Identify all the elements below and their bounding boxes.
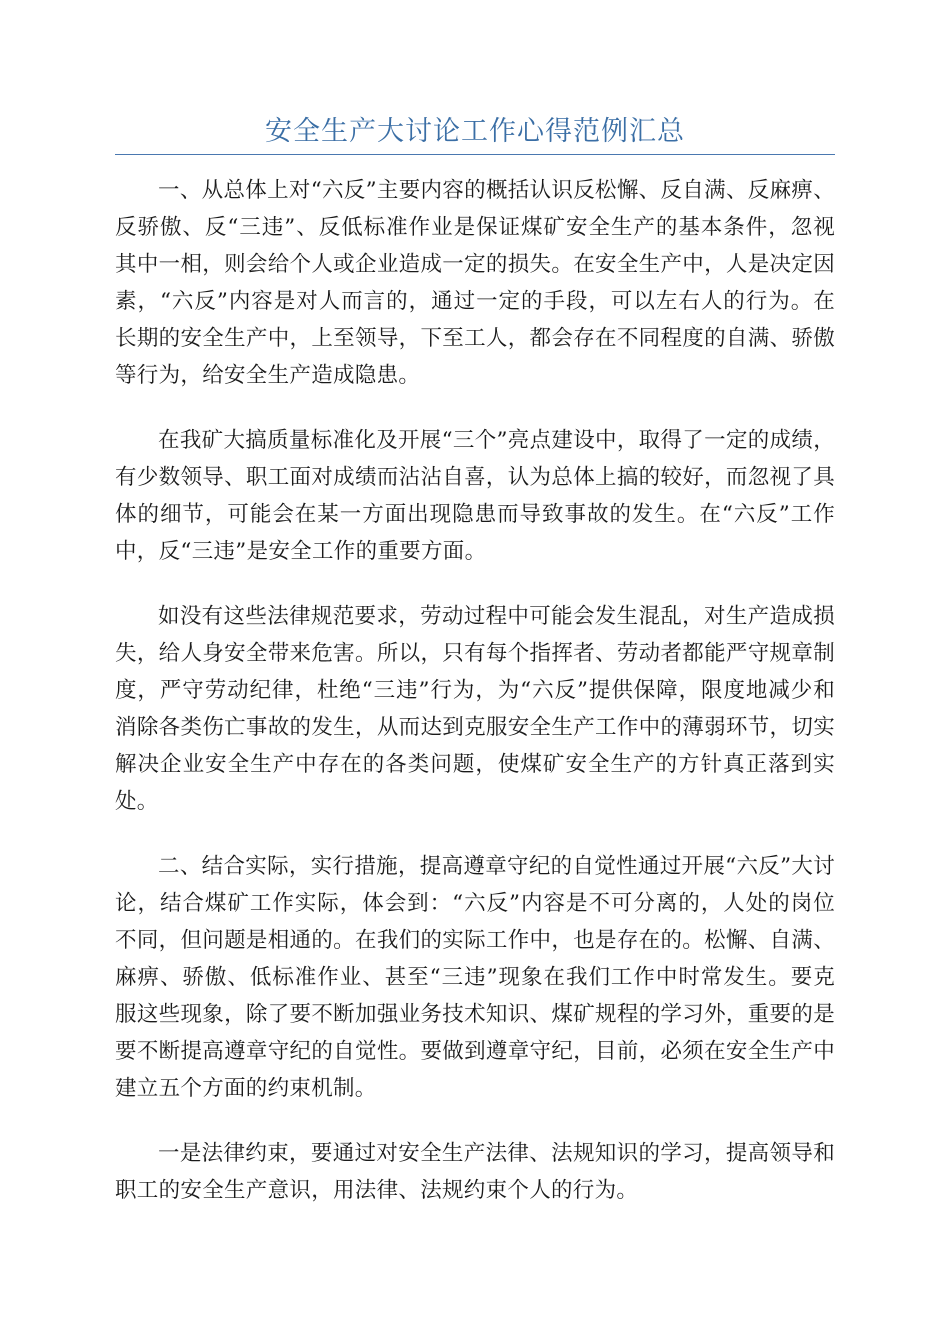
title-underline [115, 154, 835, 155]
paragraph-4: 二、结合实际，实行措施，提高遵章守纪的自觉性通过开展“六反”大讨论，结合煤矿工作实际，体会到：“六反”内容是不可分离的，人处的岗位不同，但问题是相通的。在我们的实际工作中，也是存在的。松懈、自满、麻痹、骄傲、低标准作业、甚至“三违”现象在我们工作中时常发生。要克服这些现象，除了要不断加强业务技术知识、煤矿规程的学习外，重要的是要不断提高遵章守纪的自觉性。要做到遵章守纪，目前，必须在安全生产中建立五个方面的约束机制。 [115, 854, 835, 1101]
paragraph-5: 一是法律约束，要通过对安全生产法律、法规知识的学习，提高领导和职工的安全生产意识，用法律、法规约束个人的行为。 [115, 1141, 835, 1203]
document-title: 安全生产大讨论工作心得范例汇总 [265, 116, 685, 147]
paragraph-1: 一、从总体上对“六反”主要内容的概括认识反松懈、反自满、反麻痹、反骄傲、反“三违”、反低标准作业是保证煤矿安全生产的基本条件，忽视其中一相，则会给个人或企业造成一定的损失。在安全生产中，人是决定因素，“六反”内容是对人而言的，通过一定的手段，可以左右人的行为。在长期的安全生产中，上至领导，下至工人，都会存在不同程度的自满、骄傲等行为，给安全生产造成隐患。 [115, 178, 835, 388]
paragraph-3: 如没有这些法律规范要求，劳动过程中可能会发生混乱，对生产造成损失，给人身安全带来危害。所以，只有每个指挥者、劳动者都能严守规章制度，严守劳动纪律，杜绝“三违”行为，为“六反”提供保障，限度地减少和消除各类伤亡事故的发生，从而达到克服安全生产工作中的薄弱环节，切实解决企业安全生产中存在的各类问题，使煤矿安全生产的方针真正落到实处。 [115, 604, 835, 814]
document-body [115, 172, 835, 1237]
paragraph-2: 在我矿大搞质量标准化及开展“三个”亮点建设中，取得了一定的成绩，有少数领导、职工面对成绩而沾沾自喜，认为总体上搞的较好，而忽视了具体的细节，可能会在某一方面出现隐患而导致事故的发生。在“六反”工作中，反“三违”是安全工作的重要方面。 [115, 428, 835, 564]
